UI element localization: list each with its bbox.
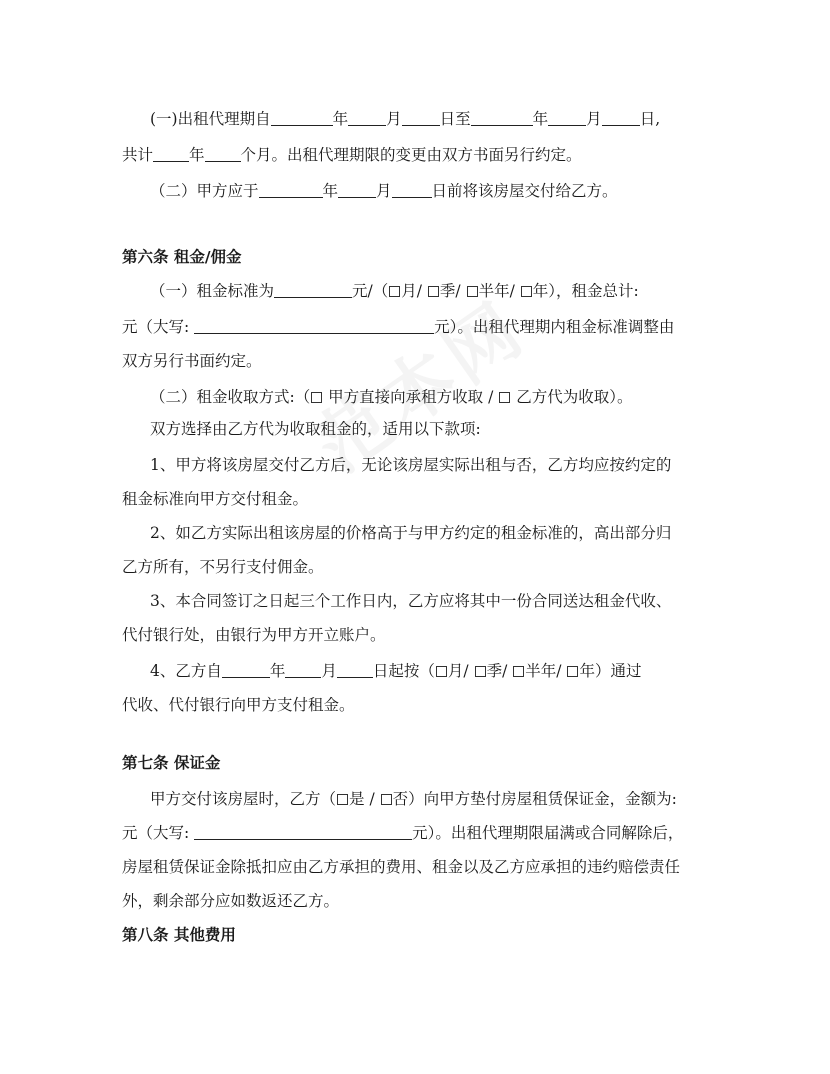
section-7-heading: 第七条 保证金 [122, 754, 221, 772]
clause-4-line-2: 代收、代付银行向甲方支付租金。 [122, 696, 355, 714]
section-8-heading: 第八条 其他费用 [122, 926, 236, 944]
deposit-line-2: 元（大写: 元）。出租代理期限届满或合同解除后， [122, 824, 684, 842]
term-line-1: (一)出租代理期自 年 月 日至 年 月 日, [150, 110, 661, 128]
checkbox-pay-half-year[interactable] [513, 666, 524, 677]
clause-3-line-2: 代付银行处，由银行为甲方开立账户。 [122, 626, 386, 644]
rent-standard-line: （一）租金标准为 元/（ 月/ 季/ 半年/ 年），租金总计: [150, 282, 639, 300]
rent-total-line: 元（大写: 元）。出租代理期内租金标准调整由 [122, 318, 675, 336]
checkbox-deposit-no[interactable] [381, 794, 392, 805]
checkbox-direct[interactable] [311, 392, 322, 403]
section-6-heading: 第六条 租金/佣金 [122, 248, 242, 266]
checkbox-pay-year[interactable] [567, 666, 578, 677]
delivery-line: （二）甲方应于 年 月 日前将该房屋交付给乙方。 [150, 182, 618, 200]
clause-4-line-1: 4、乙方自 年 月 日起按（ 月/ 季/ 半年/ 年）通过 [150, 662, 642, 680]
deposit-line-1: 甲方交付该房屋时，乙方（ 是 / 否）向甲方垫付房屋租赁保证金，金额为: [150, 790, 677, 808]
clause-1-line-1: 1、甲方将该房屋交付乙方后，无论该房屋实际出租与否，乙方均应按约定的 [150, 456, 672, 474]
rent-adjust-line: 双方另行书面约定。 [122, 352, 262, 370]
checkbox-month[interactable] [389, 286, 400, 297]
checkbox-pay-season[interactable] [475, 666, 486, 677]
clause-3-line-1: 3、本合同签订之日起三个工作日内，乙方应将其中一份合同送达租金代收、 [150, 592, 672, 610]
rent-collection-line: （二）租金收取方式:（ 甲方直接向承租方收取 / 乙方代为收取）。 [150, 388, 633, 406]
clause-1-line-2: 租金标准向甲方交付租金。 [122, 490, 309, 508]
term-line-2: 共计 年 个月。出租代理期限的变更由双方书面另行约定。 [122, 146, 582, 164]
checkbox-deposit-yes[interactable] [337, 794, 348, 805]
clause-2-line-1: 2、如乙方实际出租该房屋的价格高于与甲方约定的租金标准的，高出部分归 [150, 524, 672, 542]
clause-2-line-2: 乙方所有，不另行支付佣金。 [122, 558, 324, 576]
deposit-line-3: 房屋租赁保证金除抵扣应由乙方承担的费用、租金以及乙方应承担的违约赔偿责任 [122, 858, 681, 876]
checkbox-season[interactable] [428, 286, 439, 297]
deposit-line-4: 外，剩余部分应如数返还乙方。 [122, 892, 340, 910]
checkbox-pay-month[interactable] [436, 666, 447, 677]
checkbox-half-year[interactable] [467, 286, 478, 297]
checkbox-agent[interactable] [499, 392, 510, 403]
checkbox-year[interactable] [521, 286, 532, 297]
clause-intro: 双方选择由乙方代为收取租金的，适用以下款项: [150, 420, 481, 438]
